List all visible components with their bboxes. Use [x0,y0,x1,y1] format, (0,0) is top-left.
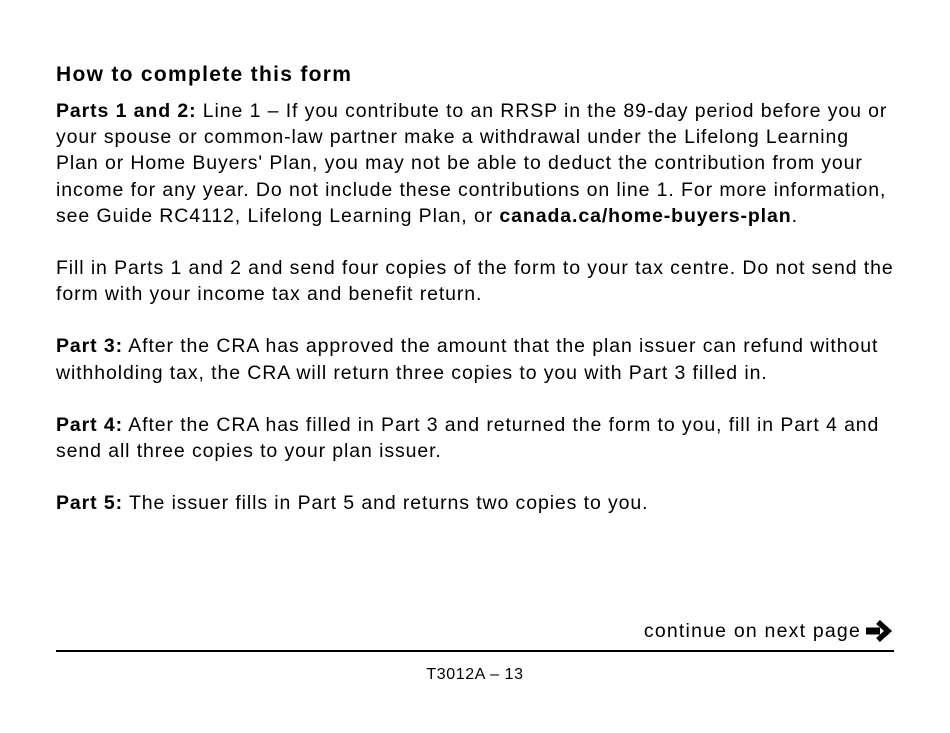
paragraph-text: After the CRA has approved the amount that the plan issuer can refund without withholding tax, the CRA will return three copies to you with Part 3 filled in. [56,335,879,384]
paragraph-label: Part 3: [56,335,123,358]
paragraph-label: Part 5: [56,492,123,515]
paragraph-text: The issuer fills in Part 5 and returns two copies to you. [123,492,649,515]
paragraph-part-4 [56,412,896,464]
paragraph-text: Fill in Parts 1 and 2 and send four copies of the form to your tax centre. Do not send the form with your income tax and benefit return. [56,257,894,306]
paragraph-fill-in [56,255,896,307]
continue-next-page [644,618,894,644]
paragraph-label: Part 4: [56,413,123,436]
page-number: T3012A – 13 [426,666,524,683]
paragraph-text: Line 1 – If you contribute to an RRSP in the 89-day period before you or your spouse or common-law partner make a withdrawal under the Lifelong Learning Plan or Home Buyers' Plan, you may not be able to deduct the contribution from your income for any year. Do not include these contributions on line 1. For more information, see Guide RC4112, Lifelong Learning Plan, or [56,100,888,227]
home-buyers-plan-link[interactable]: canada.ca/home-buyers-plan [499,204,792,227]
paragraph-label: Parts 1 and 2: [56,100,197,122]
paragraph-text: After the CRA has filled in Part 3 and returned the form to you, fill in Part 4 and send all three copies to your plan issuer. [56,413,880,463]
paragraph-end: . [791,204,798,227]
paragraph-part-3 [56,333,896,385]
paragraph-part-5 [56,490,896,516]
continue-label: continue on next page [643,620,861,642]
document-body [56,60,896,542]
footer-divider [56,650,894,652]
page-title: How to complete this form [56,63,353,86]
arrow-right-icon [866,620,894,642]
paragraph-parts-1-2 [56,98,896,229]
